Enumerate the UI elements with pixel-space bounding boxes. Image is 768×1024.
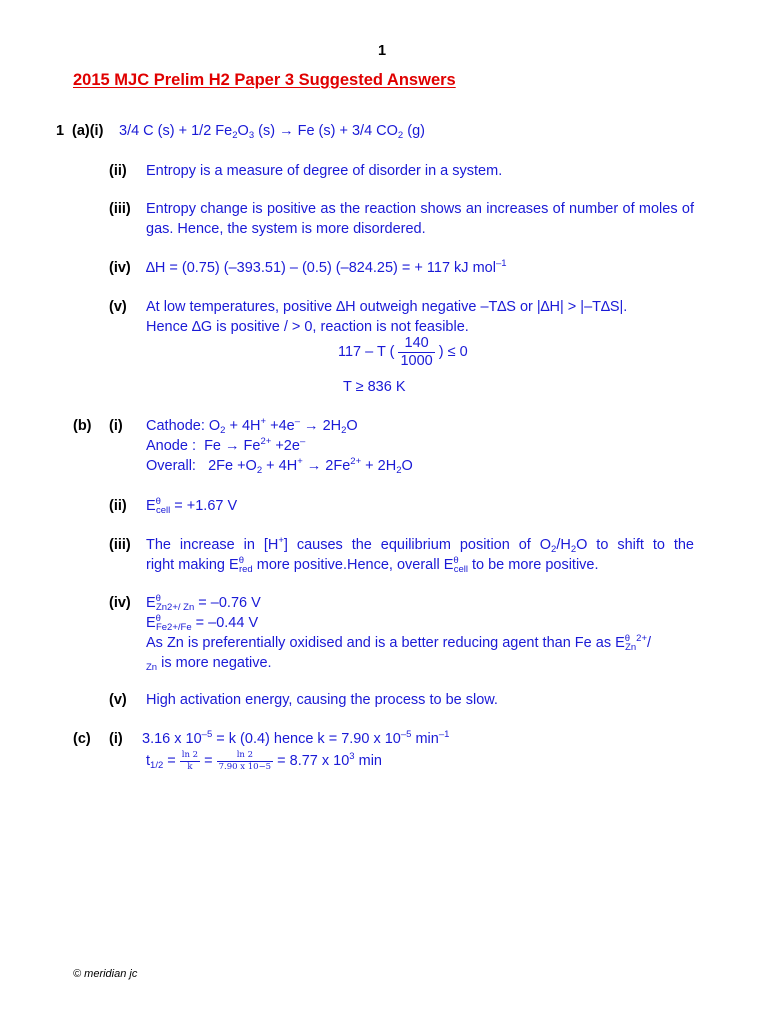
temperature-result: T ≥ 836 K	[343, 379, 406, 395]
answer-b-v: High activation energy, causing the process to be slow.	[146, 692, 498, 708]
page-title: 2015 MJC Prelim H2 Paper 3 Suggested Answers	[73, 71, 456, 89]
answer-a-v-line2: Hence ∆G is positive / > 0, reaction is not feasible.	[146, 319, 469, 335]
rate-constant-calc: 3.16 x $10^{-5} = k$ (0.4) hence k = 7.90 x $10^{-5}$ $\min^{-1}$	[142, 729, 450, 747]
half-life-calc: $t_{1/2}$ = $\frac{\ln 2}{k}$ = $\frac{\ln 2}{7.90 x 10-5}$ = 8.77 x $10^3$ min	[146, 750, 382, 772]
part-a-i-label: (a)(i)	[72, 123, 104, 139]
answer-b-iii-line2: right making $E^\theta_{red}$ more positive.Hence, overall $E^\theta_{cell}$ to be more positive.	[146, 555, 599, 575]
answer-a-iv: ∆H = (0.75) (–393.51) – (0.5) (–824.25) = + 117 kJ mol$^{-1}$	[146, 258, 507, 276]
feasibility-inequality: 117 – T ( $\frac{140}{1000}$ ) ≤ 0	[338, 335, 468, 369]
part-b-ii-label: (ii)	[109, 498, 127, 514]
overall-equation: Overall: $2Fe +O_2 + 4H^+ \to 2Fe^{2+} + 2H_2O$	[146, 456, 413, 476]
part-a-v-label: (v)	[109, 299, 127, 315]
part-b-v-label: (v)	[109, 692, 127, 708]
question-number: 1	[56, 123, 65, 139]
part-b-i-label: (i)	[109, 418, 123, 434]
answer-a-iii: Entropy change is positive as the reaction shows an increases of number of moles of gas. Hence, the system is more disordered.	[146, 201, 694, 237]
fraction-140-1000: $\frac{140}{1000}$	[400, 335, 433, 369]
part-c-label: (c)	[73, 731, 91, 747]
part-b-label: (b)	[73, 418, 92, 434]
fraction-ln2-k: $\frac{\ln 2}{k}$	[181, 750, 199, 772]
part-b-iii-label: (iii)	[109, 537, 131, 553]
answer-b-iii-line1: The increase in [H+] causes the equilibrium position of $O_2/H_2O$ to shift to the	[146, 535, 694, 555]
part-a-iii-label: (iii)	[109, 201, 131, 217]
fe-electrode-potential: $E^\theta_{Fe2+/Fe} = -0.44$ V	[146, 613, 259, 633]
part-a-ii-label: (ii)	[109, 163, 127, 179]
part-b-iv-label: (iv)	[109, 595, 131, 611]
page-number: 1	[378, 43, 387, 59]
part-c-i-label: (i)	[109, 731, 123, 747]
zn-electrode-potential: $E^\theta_{Zn2+/ Zn} = -0.76$ V	[146, 593, 261, 613]
answer-a-ii: Entropy is a measure of degree of disorder in a system.	[146, 163, 503, 179]
footer-copyright: © meridian jc	[73, 968, 138, 980]
answer-b-iv-line3: As Zn is preferentially oxidised and is a better reducing agent than Fe as $E^\theta_{Zn}^{2+}/$	[146, 633, 652, 653]
anode-equation: Anode : $Fe \to Fe^{2+} +2e^-$	[146, 436, 306, 454]
answer-b-iv-line4: $_{Zn}$ is more negative.	[146, 655, 272, 673]
answer-a-i: 3/4 C (s) + 1/2 $Fe_2O_3$ (s) → Fe (s) + 3/4 $CO_2$ (g)	[119, 123, 425, 141]
part-a-iv-label: (iv)	[109, 260, 131, 276]
cathode-equation: Cathode: $O_2 + 4H^+ +4e^- \to 2H_2O$	[146, 416, 358, 436]
answer-a-v-line1: At low temperatures, positive ∆H outweigh negative –T∆S or |∆H| > |–T∆S|.	[146, 299, 628, 315]
fraction-ln2-rate: $\frac{\ln 2}{7.90 x 10-5}$	[218, 750, 272, 772]
cell-potential: $E^\theta_{cell} = +1.67$ V	[146, 496, 238, 516]
